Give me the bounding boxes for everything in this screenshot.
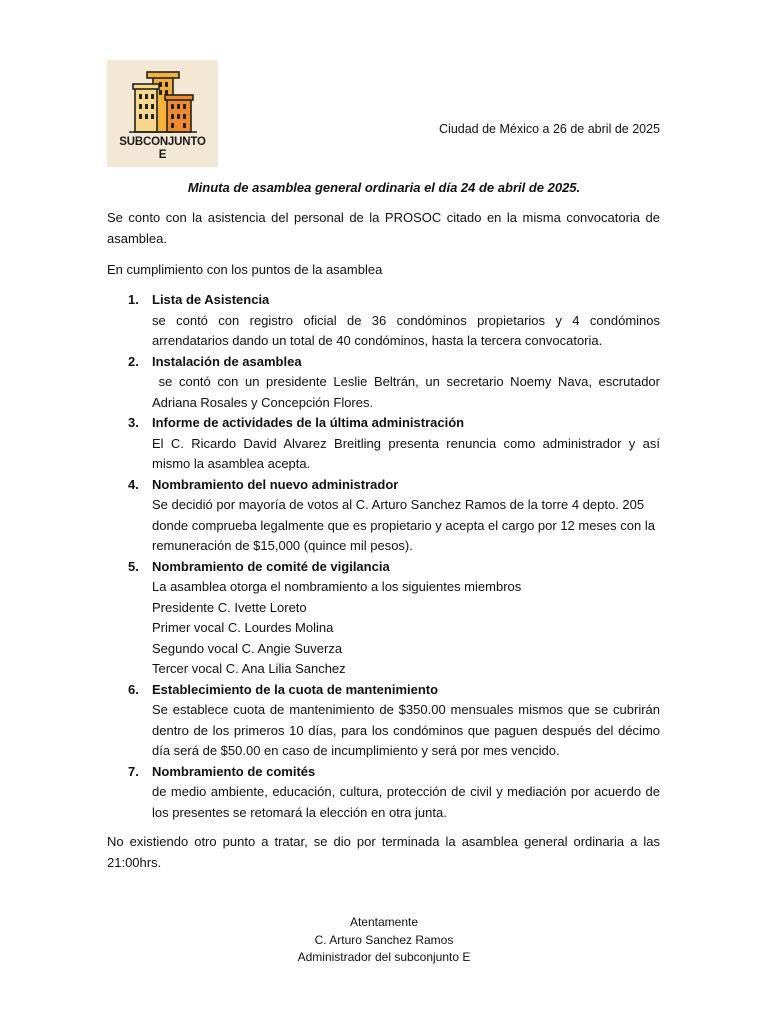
- item-number: 2.: [128, 353, 139, 369]
- document-title: Minuta de asamblea general ordinaria el día 24 de abril de 2025.: [187, 180, 581, 195]
- item-heading: Informe de actividades de la última administración: [152, 415, 465, 430]
- signature-block: [0, 914, 768, 967]
- committee-member: Segundo vocal C. Angie Suverza: [152, 640, 343, 656]
- closing-paragraph: No existiendo otro punto a tratar, se dio por terminada la asamblea general ordinaria a las 21:00hrs.: [107, 834, 660, 870]
- item-heading: Nombramiento de comité de vigilancia: [152, 558, 390, 574]
- agenda-lead: En cumplimiento con los puntos de la asamblea: [107, 262, 383, 277]
- item-text: Se establece cuota de mantenimiento de $350.00 mensuales mismos que se cubrirán dentro de los primeros 10 días, para los condóminos que paguen después del décimo día será de $50.00 en caso de incumplimiento y será por mes vencido.: [152, 702, 660, 758]
- intro-paragraph: Se conto con la asistencia del personal de la PROSOC citado en la misma convocatoria de asamblea.: [107, 210, 660, 246]
- agenda-item-7: [128, 762, 660, 824]
- buildings-icon: [107, 60, 218, 140]
- item-number: 1.: [128, 292, 139, 307]
- item-text: La asamblea otorga el nombramiento a los siguientes miembros: [152, 579, 522, 594]
- item-text: se contó con registro oficial de 36 condóminos propietarios y 4 condóminos arrendatarios dando un total de 40 condóminos, hasta la tercera convocatoria.: [152, 312, 660, 348]
- logo-line1: SUBCONJUNTO: [119, 136, 206, 148]
- item-text: se contó con un presidente Leslie Beltrán, un secretario Noemy Nava, escrutador Adriana Rosales y Concepción Flores.: [152, 374, 663, 410]
- agenda-item-6: [128, 680, 660, 762]
- agenda-list: [128, 290, 663, 823]
- agenda-item-4: [128, 475, 660, 557]
- agenda-item-3: [128, 413, 660, 475]
- agenda-item-1: [128, 290, 660, 352]
- item-number: 7.: [128, 763, 139, 779]
- item-number: 6.: [128, 681, 139, 697]
- committee-member: Presidente C. Ivette Loreto: [152, 599, 307, 615]
- item-text: El C. Ricardo David Alvarez Breitling presenta renuncia como administrador y así mismo la asamblea acepta.: [152, 435, 660, 471]
- item-number: 3.: [128, 415, 139, 430]
- item-number: 5.: [128, 558, 139, 574]
- agenda-item-5: [128, 557, 660, 680]
- item-heading: Lista de Asistencia: [152, 292, 270, 307]
- committee-member: Tercer vocal C. Ana Lilia Sanchez: [152, 661, 346, 676]
- item-text: de medio ambiente, educación, cultura, protección de civil y mediación por acuerdo de los presentes se retomará la elección en otra junta.: [152, 784, 660, 820]
- logo-line2: E: [158, 149, 167, 161]
- logo-wordmark: [107, 136, 218, 162]
- document-date: Ciudad de México a 26 de abril de 2025: [439, 122, 660, 136]
- item-heading: Nombramiento del nuevo administrador: [152, 476, 399, 492]
- item-heading: Establecimiento de la cuota de mantenimiento: [152, 681, 439, 697]
- agenda-item-2: [128, 352, 663, 414]
- item-heading: Nombramiento de comités: [152, 763, 316, 779]
- item-number: 4.: [128, 476, 139, 492]
- signature-role: Administrador del subconjunto E: [297, 950, 471, 964]
- item-heading: Instalación de asamblea: [152, 353, 302, 369]
- item-text: Se decidió por mayoría de votos al C. Arturo Sanchez Ramos de la torre 4 depto. 205 donde comprueba legalmente que es propietario y acepta el cargo por 12 meses con la remuneración de $15,000 (quince mil pesos).: [152, 497, 655, 553]
- committee-member: Primer vocal C. Lourdes Molina: [152, 620, 334, 635]
- signature-salutation: Atentamente: [349, 915, 419, 929]
- subconjunto-logo: [107, 60, 218, 167]
- signature-name: C. Arturo Sanchez Ramos: [314, 932, 454, 947]
